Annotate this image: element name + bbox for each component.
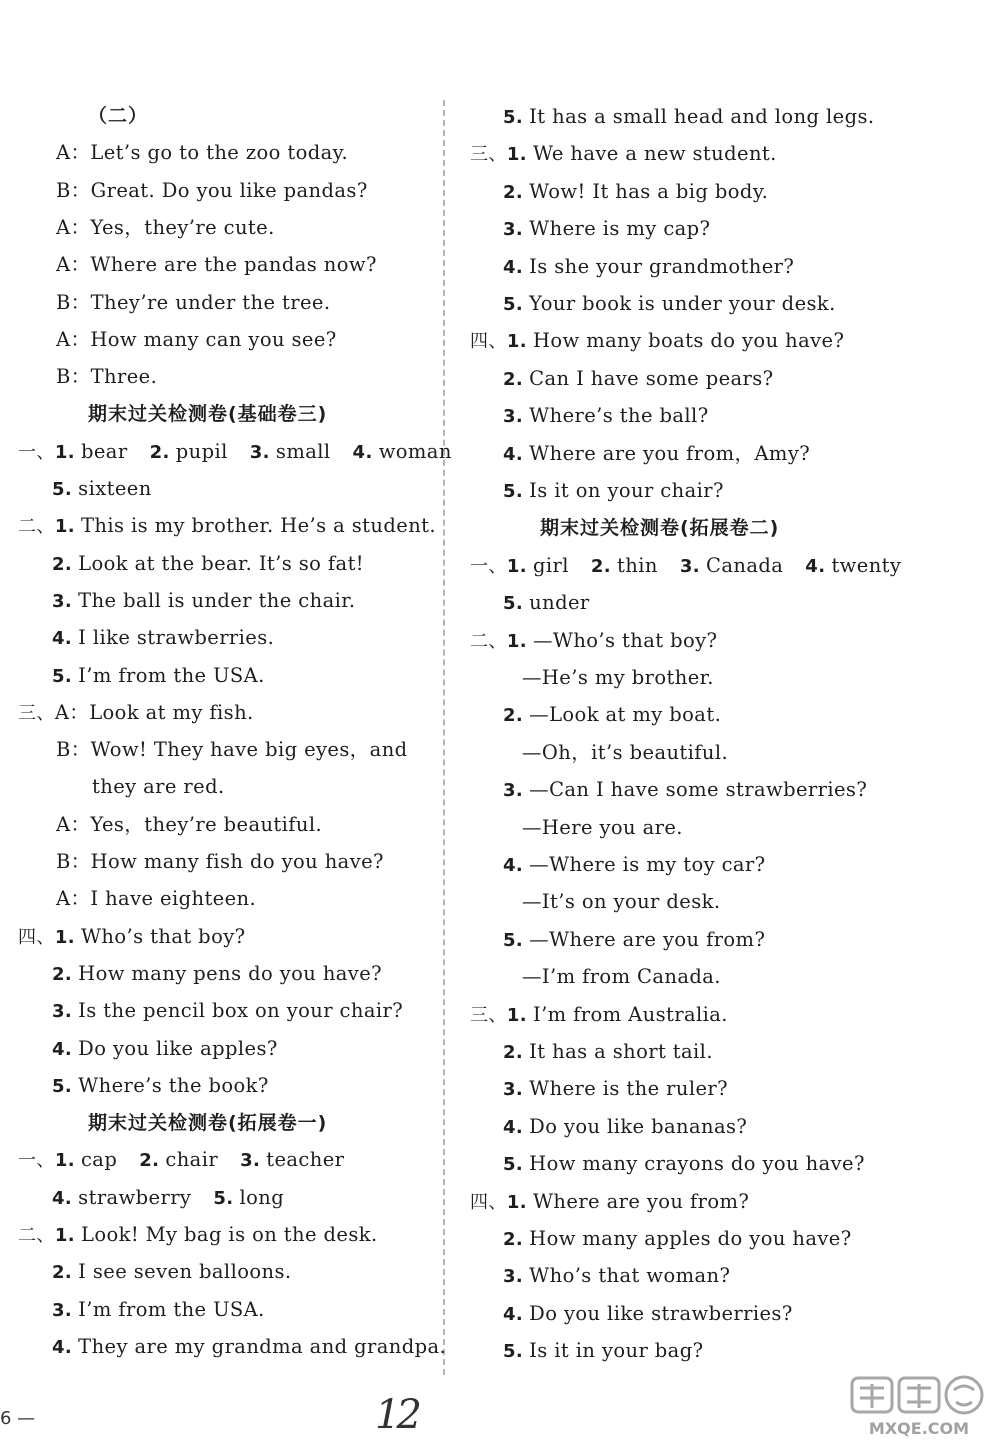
item-number: 1. xyxy=(54,1150,75,1172)
answer-text: A：I have eighteen. xyxy=(56,887,257,911)
answer-line xyxy=(56,886,256,912)
section-number: 三、 xyxy=(470,144,507,166)
answer-line xyxy=(522,889,720,915)
item-number: 2. xyxy=(149,441,170,463)
item-number: 5. xyxy=(52,479,73,500)
answer-line xyxy=(52,1185,284,1212)
answer-text: Canada xyxy=(706,553,784,577)
answer-line xyxy=(503,104,874,131)
item-number: 2. xyxy=(590,555,612,577)
item-number: 4. xyxy=(52,1336,73,1358)
answer-line xyxy=(18,1147,344,1174)
answer-text: long xyxy=(239,1185,285,1209)
item-number: 5. xyxy=(52,665,73,687)
item-number: 3. xyxy=(503,219,524,241)
answer-text: they are red. xyxy=(92,775,225,799)
item-number: 5. xyxy=(52,1075,73,1097)
item-number: 4. xyxy=(503,1116,524,1138)
item-number: 3. xyxy=(240,1150,261,1172)
answer-line xyxy=(503,777,867,804)
answer-text: How many pens do you have? xyxy=(78,961,383,985)
section-number: 二、 xyxy=(18,516,55,538)
answer-text: —Look at my boat. xyxy=(529,703,722,727)
answer-line xyxy=(56,364,157,390)
item-number: 2. xyxy=(52,1262,73,1284)
item-number: 1. xyxy=(506,144,527,166)
answer-text: A：Let’s go to the zoo today. xyxy=(56,141,349,165)
answer-text: Wow! It has a big body. xyxy=(529,179,769,203)
item-number: 5. xyxy=(503,593,524,615)
answer-text: I’m from the USA. xyxy=(78,663,265,687)
answer-line xyxy=(52,1297,265,1324)
answer-line xyxy=(503,403,709,430)
item-number: 5. xyxy=(503,107,524,128)
answer-line xyxy=(522,815,683,841)
item-number: 2. xyxy=(503,368,524,390)
answer-line xyxy=(503,254,794,281)
answer-text: Do you like strawberries? xyxy=(529,1301,793,1325)
section-title xyxy=(88,401,327,427)
item-number: 2. xyxy=(52,553,73,575)
item-number: 4. xyxy=(352,441,373,463)
answer-text: girl xyxy=(532,553,569,577)
item-number: 1. xyxy=(506,1004,527,1026)
answer-text: —Where are you from? xyxy=(529,927,766,951)
answer-line xyxy=(503,1263,730,1290)
item-number: 3. xyxy=(52,1001,73,1023)
answer-text: Where are you from? xyxy=(532,1189,750,1213)
answer-text: strawberry xyxy=(78,1185,192,1209)
answer-text: —It’s on your desk. xyxy=(522,890,721,914)
answer-text: A：How many can you see? xyxy=(56,327,337,351)
answer-line xyxy=(503,1076,728,1103)
answer-text: How many apples do you have? xyxy=(529,1227,852,1250)
answer-line xyxy=(52,476,152,503)
answer-line xyxy=(503,1151,865,1178)
answer-line xyxy=(52,1073,269,1100)
section-number: 一、 xyxy=(18,441,55,463)
answer-text: It has a short tail. xyxy=(529,1040,713,1063)
item-number: 3. xyxy=(503,1079,524,1101)
item-number: 1. xyxy=(506,331,527,353)
answer-text: They are my grandma and grandpa. xyxy=(78,1334,447,1358)
title-text: 期末过关检测卷(基础卷三) xyxy=(88,403,328,426)
section-number: 二、 xyxy=(470,630,507,652)
item-number: 5. xyxy=(503,1341,524,1363)
item-number: 4. xyxy=(503,443,524,465)
answer-line xyxy=(52,961,382,988)
item-number: 4. xyxy=(805,555,826,577)
answer-line xyxy=(56,327,337,353)
answer-text: It has a small head and long legs. xyxy=(529,105,875,128)
item-number: 2. xyxy=(503,181,524,203)
answer-line xyxy=(503,1226,852,1253)
item-number: 2. xyxy=(503,705,524,727)
answer-text: Is the pencil box on your chair? xyxy=(78,999,404,1023)
answer-line xyxy=(503,1338,703,1365)
answer-line xyxy=(522,665,714,691)
item-number: 1. xyxy=(506,630,527,652)
answer-text: Where is my cap? xyxy=(529,217,711,241)
answer-line xyxy=(503,179,768,206)
answer-text: under xyxy=(529,591,590,615)
answer-line xyxy=(503,852,766,879)
answer-line xyxy=(52,625,274,652)
answer-line xyxy=(503,927,765,954)
item-number: 2. xyxy=(52,963,73,985)
answer-text: I’m from the USA. xyxy=(78,1297,265,1321)
answer-text: Do you like apples? xyxy=(78,1036,278,1060)
item-number: 2. xyxy=(139,1150,160,1172)
section-number: 一、 xyxy=(18,1150,55,1172)
item-number: 3. xyxy=(52,1299,73,1321)
answer-text: The ball is under the chair. xyxy=(78,588,356,612)
answer-text: —I’m from Canada. xyxy=(522,965,721,989)
answer-line xyxy=(18,924,245,951)
item-number: 4. xyxy=(503,855,524,876)
section-number: 三、 xyxy=(18,702,55,724)
section-title xyxy=(540,515,779,541)
answer-text: A：Where are the pandas now? xyxy=(56,253,377,277)
section-number: 四、 xyxy=(470,331,507,353)
answer-line xyxy=(92,774,225,800)
section-number: 三、 xyxy=(470,1004,507,1026)
title-text: 期末过关检测卷(拓展卷二) xyxy=(540,517,780,540)
answer-text: Look at the bear. It’s so fat! xyxy=(78,551,365,575)
item-number: 5. xyxy=(503,294,524,315)
answer-text: woman xyxy=(378,439,452,463)
section-title xyxy=(88,103,148,129)
answer-line xyxy=(503,1039,713,1066)
answer-line xyxy=(470,328,844,355)
answer-line xyxy=(52,1036,278,1063)
answer-line xyxy=(56,178,368,204)
answer-text: How many boats do you have? xyxy=(532,329,845,353)
answer-text: —He’s my brother. xyxy=(522,666,714,689)
answer-line xyxy=(56,849,384,875)
answer-text: Your book is under your desk. xyxy=(529,292,836,315)
answer-text: —Who’s that boy? xyxy=(532,628,718,652)
answer-line xyxy=(56,252,377,278)
answer-text: small xyxy=(275,439,331,463)
item-number: 1. xyxy=(54,516,75,538)
item-number: 3. xyxy=(249,441,270,463)
column-divider xyxy=(443,100,445,1375)
answer-text: A：Yes，they’re cute. xyxy=(56,215,275,239)
answer-text: —Can I have some strawberries? xyxy=(529,778,868,802)
answer-line xyxy=(503,216,710,243)
answer-text: twenty xyxy=(831,553,902,577)
answer-text: We have a new student. xyxy=(532,142,777,166)
answer-text: Can I have some pears? xyxy=(529,366,774,390)
answer-text: B：How many fish do you have? xyxy=(56,850,384,873)
answer-line xyxy=(18,439,452,466)
answer-line xyxy=(470,1002,728,1029)
answer-text: I’m from Australia. xyxy=(532,1002,728,1026)
item-number: 3. xyxy=(503,406,524,428)
item-number: 5. xyxy=(503,929,524,951)
answer-text: I see seven balloons. xyxy=(78,1260,292,1284)
item-number: 4. xyxy=(503,1303,524,1325)
answer-text: pupil xyxy=(175,439,228,463)
answer-text: B：Great. Do you like pandas? xyxy=(56,178,368,202)
section-number: 四、 xyxy=(470,1191,507,1213)
answer-line xyxy=(18,513,436,540)
item-number: 4. xyxy=(503,256,524,278)
item-number: 4. xyxy=(52,1038,73,1060)
answer-text: Is she your grandmother? xyxy=(529,254,795,278)
answer-line xyxy=(503,366,774,393)
answer-text: Do you like bananas? xyxy=(529,1114,748,1138)
item-number: 2. xyxy=(503,1229,524,1250)
answer-text: How many crayons do you have? xyxy=(529,1152,865,1176)
answer-text: cap xyxy=(80,1148,118,1172)
answer-text: Where are you from，Amy? xyxy=(529,441,811,465)
answer-line xyxy=(52,551,364,578)
answer-line xyxy=(52,663,265,690)
answer-line xyxy=(470,1189,749,1216)
item-number: 1. xyxy=(506,1191,527,1213)
answer-text: B：They’re under the tree. xyxy=(56,290,331,314)
answer-text: Where’s the book? xyxy=(78,1073,269,1097)
answer-line xyxy=(522,964,721,990)
answer-line xyxy=(503,1301,793,1328)
item-number: 3. xyxy=(679,555,701,577)
item-number: 2. xyxy=(503,1042,524,1063)
answer-line xyxy=(503,441,810,468)
answer-text: A：Yes，they’re beautiful. xyxy=(56,812,323,836)
answer-text: bear xyxy=(80,439,128,463)
answer-text: —Where is my toy car? xyxy=(529,853,766,876)
answer-text: Who’s that boy? xyxy=(80,924,246,948)
item-number: 1. xyxy=(54,926,75,948)
item-number: 3. xyxy=(52,590,73,612)
watermark-logo xyxy=(844,1372,994,1442)
answer-text: I like strawberries. xyxy=(78,626,275,650)
answer-text: —Here you are. xyxy=(522,815,683,839)
answer-text: sixteen xyxy=(78,477,152,500)
answer-line xyxy=(503,702,721,729)
answer-line xyxy=(470,553,901,580)
answer-text: Where is the ruler? xyxy=(529,1077,728,1101)
item-number: 3. xyxy=(503,1266,524,1288)
answer-line xyxy=(503,478,724,505)
item-number: 4. xyxy=(52,628,73,650)
answer-text: —Oh，it’s beautiful. xyxy=(522,740,729,764)
answer-text: chair xyxy=(165,1148,219,1172)
answer-line xyxy=(52,998,403,1025)
title-text: 期末过关检测卷(拓展卷一) xyxy=(88,1112,328,1135)
item-number: 1. xyxy=(506,555,527,577)
answer-line xyxy=(56,290,330,316)
answer-line xyxy=(503,590,590,617)
answer-text: This is my brother. He’s a student. xyxy=(80,514,436,538)
answer-text: teacher xyxy=(266,1148,345,1172)
section-number: 四、 xyxy=(18,926,55,948)
answer-text: Is it on your chair? xyxy=(529,479,724,502)
answer-text: thin xyxy=(617,553,658,577)
answer-line xyxy=(56,812,322,838)
answer-line xyxy=(522,740,728,766)
item-number: 1. xyxy=(54,1225,75,1246)
section-number: 一、 xyxy=(470,555,507,577)
answer-line xyxy=(56,737,408,763)
answer-text: Look! My bag is on the desk. xyxy=(80,1223,378,1246)
watermark-text: MXQE.COM xyxy=(868,1419,970,1438)
answer-line xyxy=(56,140,348,166)
answer-line xyxy=(56,215,275,241)
handwritten-mark: 12 xyxy=(375,1392,418,1438)
item-number: 4. xyxy=(52,1187,73,1209)
answer-line xyxy=(503,291,836,318)
section-title xyxy=(88,1110,327,1136)
answer-text: Is it in your bag? xyxy=(529,1339,704,1363)
page-number: 6 — xyxy=(0,1408,36,1429)
item-number: 5. xyxy=(503,1154,524,1176)
answer-text: Who’s that woman? xyxy=(529,1264,731,1288)
answer-text: B：Wow! They have big eyes，and xyxy=(56,738,408,762)
answer-text: Where’s the ball? xyxy=(529,404,709,428)
title-text: （二） xyxy=(88,105,149,127)
answer-line xyxy=(52,588,355,615)
item-number: 5. xyxy=(213,1187,234,1209)
answer-line xyxy=(18,1222,378,1249)
answer-line xyxy=(52,1259,291,1286)
answer-line xyxy=(18,700,254,727)
item-number: 3. xyxy=(503,780,524,802)
answer-text: B：Three. xyxy=(56,365,158,389)
item-number: 1. xyxy=(54,441,75,463)
item-number: 5. xyxy=(503,481,524,502)
section-number: 二、 xyxy=(18,1225,55,1246)
answer-line xyxy=(470,628,717,655)
answer-line xyxy=(52,1334,446,1361)
answer-line xyxy=(470,141,777,168)
answer-text: A：Look at my fish. xyxy=(54,700,254,724)
answer-line xyxy=(503,1114,747,1141)
